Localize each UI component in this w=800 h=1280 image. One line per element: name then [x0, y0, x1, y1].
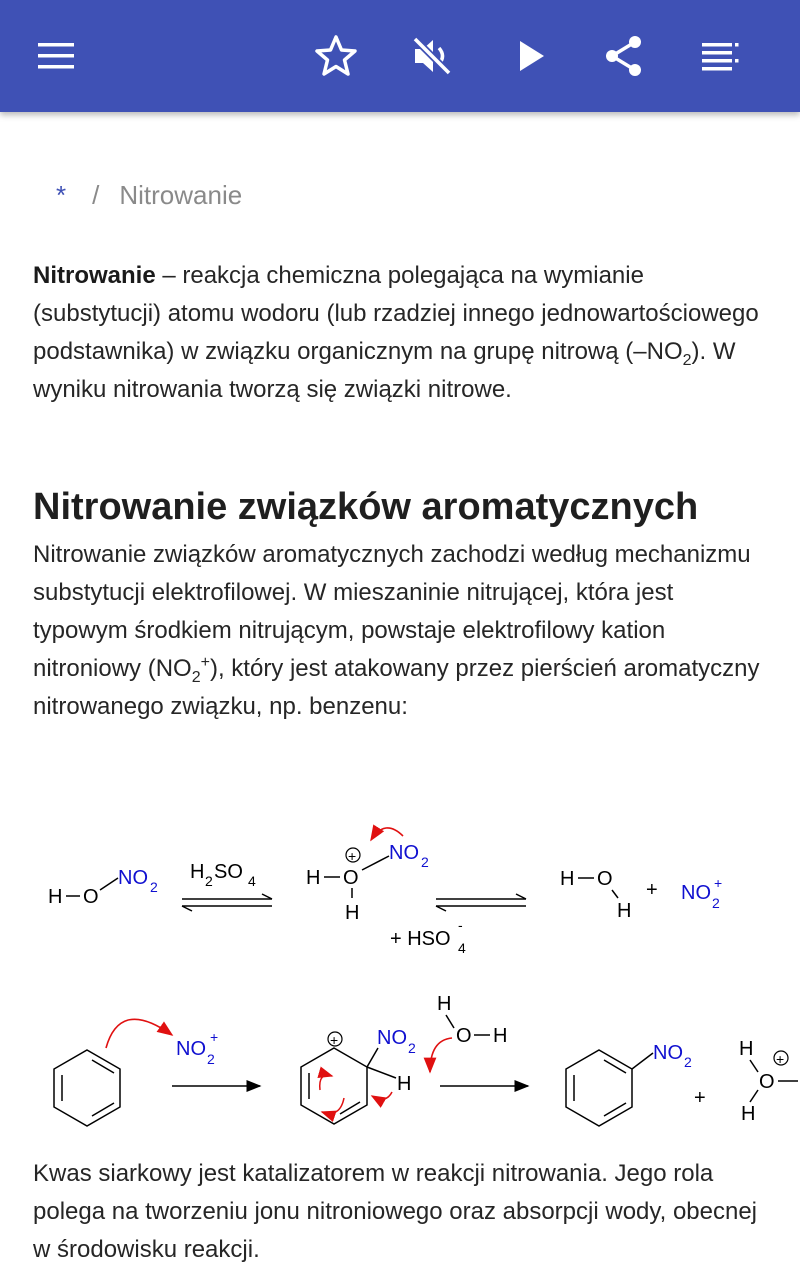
svg-text:2: 2	[684, 1054, 692, 1070]
svg-text:H: H	[190, 861, 205, 883]
app-bar	[0, 0, 800, 112]
breadcrumb-home-link[interactable]: *	[56, 180, 67, 210]
svg-text:O: O	[597, 868, 613, 890]
svg-text:H: H	[48, 886, 63, 908]
section-text-end: ), który jest atakowany przez pierścień aromatyczny nitrowanego związku, np. benzenu:	[33, 655, 760, 720]
svg-text:NO: NO	[653, 1042, 683, 1064]
menu-icon	[36, 36, 76, 76]
table-of-contents-button[interactable]	[692, 28, 748, 84]
benzene-structure	[54, 1019, 172, 1126]
star-outline-icon	[314, 34, 358, 78]
svg-text:+ HSO: + HSO	[390, 928, 451, 950]
svg-text:+: +	[776, 1051, 785, 1067]
play-button[interactable]	[502, 28, 558, 84]
water-structure	[560, 868, 658, 922]
closing-paragraph: Kwas siarkowy jest katalizatorem w reakcji nitrowania. Jego rola polega na tworzeniu jonu nitroniowego oraz absorpcji wody, obecnej w środowisku reakcji.	[33, 1160, 758, 1263]
svg-text:H: H	[397, 1073, 412, 1095]
intro-text: – reakcja chemiczna polegająca na wymianie (substytucji) atomu wodoru (lub rzadziej innego jednowartościowego podstawnika) w związku organicznym na grupę nitrową (–NO	[33, 262, 759, 365]
svg-text:2: 2	[205, 873, 213, 889]
svg-text:4: 4	[248, 873, 256, 889]
svg-text:H: H	[560, 868, 575, 890]
svg-text:SO: SO	[214, 861, 243, 883]
mute-button[interactable]	[404, 28, 460, 84]
svg-text:2: 2	[207, 1051, 215, 1067]
protonated-nitric-acid	[306, 828, 429, 924]
intro-paragraph	[33, 257, 773, 409]
nitrobenzene-structure	[566, 1042, 692, 1126]
svg-text:H: H	[493, 1025, 508, 1047]
svg-text:+: +	[646, 879, 658, 901]
sigma-complex	[301, 1027, 416, 1124]
svg-text:NO: NO	[681, 882, 711, 904]
breadcrumb	[56, 180, 242, 211]
svg-text:NO: NO	[377, 1027, 407, 1049]
svg-text:2: 2	[408, 1040, 416, 1056]
breadcrumb-current: Nitrowanie	[119, 180, 243, 210]
nitronium-ion-2	[176, 1029, 218, 1067]
nitronium-ion	[681, 875, 722, 911]
intro-term: Nitrowanie	[33, 262, 156, 289]
nitric-acid-structure	[48, 867, 158, 908]
section-paragraph	[33, 536, 773, 726]
water-base	[430, 993, 507, 1072]
svg-text:O: O	[83, 886, 99, 908]
svg-text:+: +	[714, 875, 723, 891]
svg-text:2: 2	[712, 895, 720, 911]
breadcrumb-separator: /	[92, 180, 100, 210]
svg-text:NO: NO	[176, 1038, 206, 1060]
section-subscript: 2	[191, 668, 201, 686]
svg-text:+: +	[210, 1029, 219, 1045]
svg-text:NO: NO	[118, 867, 148, 889]
svg-text:H: H	[617, 900, 632, 922]
svg-text:NO: NO	[389, 842, 419, 864]
section-text: Nitrowanie związków aromatycznych zachodzi według mechanizmu substytucji elektrofilowej. W mieszaninie nitrującej, która jest typowym środkiem nitrującym, powstaje elektrofilowy kation nitroniowy (NO	[33, 541, 751, 682]
play-icon	[508, 34, 552, 78]
svg-text:O: O	[759, 1071, 775, 1093]
equilibrium-arrow-1	[182, 894, 272, 911]
svg-text:2: 2	[421, 854, 429, 870]
sulfuric-acid-label	[190, 861, 256, 889]
list-icon	[698, 34, 742, 78]
svg-text:+: +	[330, 1032, 339, 1048]
volume-off-icon	[410, 34, 454, 78]
svg-text:2: 2	[150, 879, 158, 895]
svg-text:O: O	[343, 867, 359, 889]
svg-text:+: +	[348, 848, 357, 864]
hydronium-ion	[739, 1038, 798, 1125]
favorite-button[interactable]	[308, 28, 364, 84]
menu-button[interactable]	[28, 28, 84, 84]
svg-text:O: O	[456, 1025, 472, 1047]
equilibrium-arrow-2	[436, 894, 526, 911]
section-superscript: +	[200, 654, 210, 671]
share-button[interactable]	[596, 28, 652, 84]
plus-sign: +	[694, 1087, 706, 1109]
svg-text:4: 4	[458, 940, 466, 956]
svg-text:H: H	[741, 1103, 756, 1125]
svg-text:H: H	[739, 1038, 754, 1060]
intro-subscript: 2	[682, 351, 692, 369]
svg-text:H: H	[437, 993, 452, 1015]
nitration-mechanism-diagram	[0, 800, 800, 1140]
share-icon	[602, 34, 646, 78]
section-heading: Nitrowanie związków aromatycznych	[33, 486, 699, 528]
svg-text:H: H	[345, 902, 360, 924]
svg-text:-: -	[458, 917, 463, 933]
hydrogen-sulfate-label	[390, 917, 466, 956]
intro-text-end: ). W wyniku nitrowania tworzą się związki nitrowe.	[33, 338, 736, 403]
svg-text:H: H	[306, 867, 321, 889]
